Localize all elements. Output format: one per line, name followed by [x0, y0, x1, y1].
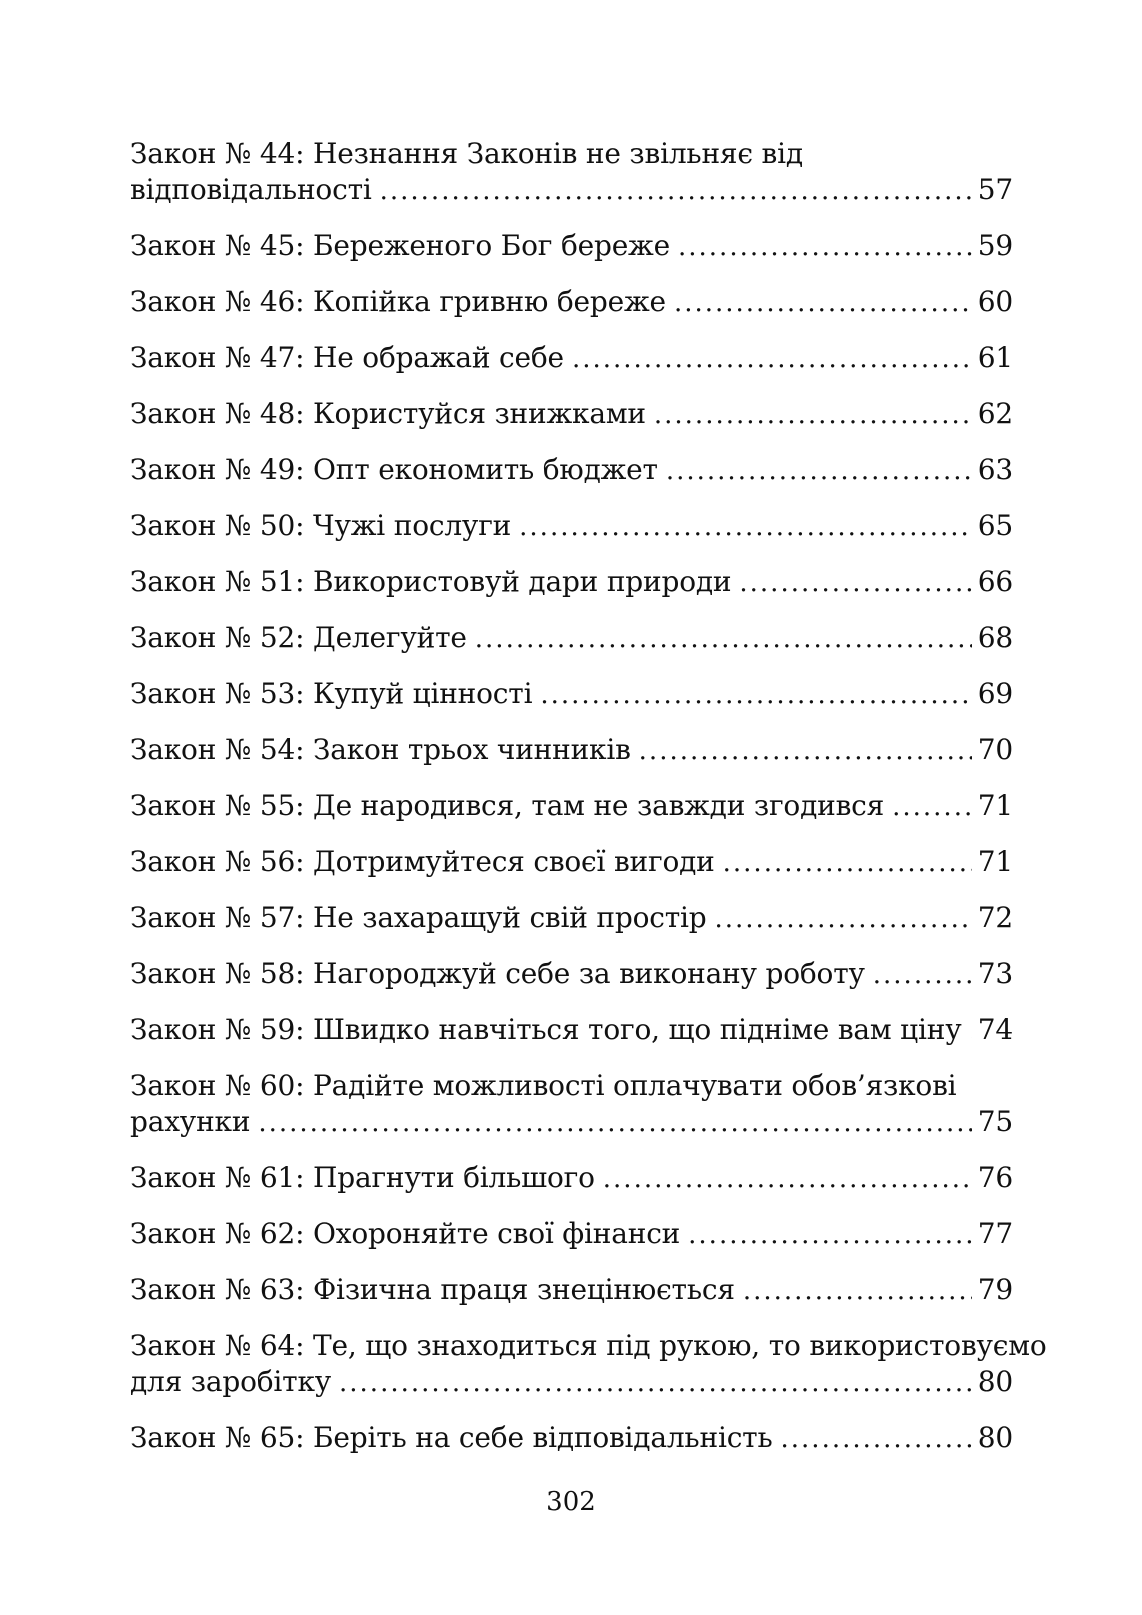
toc-entry-page: 57	[977, 173, 1013, 206]
toc-entry	[130, 1216, 1013, 1253]
toc-entry-title: Закон № 45: Береженого Бог береже	[130, 229, 670, 262]
toc-entry	[130, 1068, 1013, 1141]
dot-leader	[603, 1161, 972, 1197]
toc-entry-title: для заробітку	[130, 1365, 332, 1398]
toc-entry-page: 68	[977, 621, 1013, 654]
toc-entry	[130, 564, 1013, 601]
toc-entry-page: 77	[977, 1217, 1013, 1250]
toc-entry-row	[130, 1104, 1013, 1141]
toc-entry-title: Закон № 49: Опт економить бюджет	[130, 453, 658, 486]
toc-entry-title-line: Закон № 64: Те, що знаходиться під рукою, то використовуємо	[130, 1329, 1047, 1362]
dot-leader	[540, 677, 971, 713]
toc-entry-title: Закон № 55: Де народився, там не завжди згодився	[130, 789, 885, 822]
toc-entry-row	[130, 172, 1013, 209]
toc-entry	[130, 228, 1013, 265]
toc-entry	[130, 620, 1013, 657]
toc-entry-page: 66	[977, 565, 1013, 598]
dot-leader	[339, 1365, 972, 1401]
toc-entry-page: 71	[977, 789, 1013, 822]
toc-entry-page: 65	[977, 509, 1013, 542]
toc-entry-page: 75	[977, 1105, 1013, 1138]
toc-entry	[130, 452, 1013, 489]
toc-entry	[130, 396, 1013, 433]
toc-entry-page: 60	[977, 285, 1013, 318]
toc-entry-page: 69	[977, 677, 1013, 710]
toc-entry-title: Закон № 57: Не захаращуй свій простір	[130, 901, 707, 934]
toc-entry-title: Закон № 47: Не ображай себе	[130, 341, 564, 374]
dot-leader	[380, 173, 972, 209]
toc-entry	[130, 284, 1013, 321]
toc-entry	[130, 340, 1013, 377]
toc-entry-title: Закон № 53: Купуй цінності	[130, 677, 533, 710]
dot-leader	[892, 789, 972, 825]
toc-entry-title: Закон № 58: Нагороджуй себе за виконану роботу	[130, 957, 865, 990]
toc-entry-title: Закон № 61: Прагнути більшого	[130, 1161, 595, 1194]
toc-entry	[130, 844, 1013, 881]
dot-leader	[743, 1273, 972, 1309]
toc-entry	[130, 788, 1013, 825]
dot-leader	[475, 621, 972, 657]
toc-entry	[130, 1328, 1047, 1401]
dot-leader	[674, 285, 972, 321]
toc-entry-row	[130, 1364, 1013, 1401]
toc-entry-page: 59	[977, 229, 1013, 262]
toc-entry-page: 74	[977, 1013, 1013, 1046]
toc-entry	[130, 1160, 1013, 1197]
dot-leader	[258, 1105, 971, 1141]
toc-entry-page: 73	[977, 957, 1013, 990]
toc-entry-page: 62	[977, 397, 1013, 430]
dot-leader	[715, 901, 972, 937]
toc-entry-title: Закон № 52: Делегуйте	[130, 621, 467, 654]
toc-entry-title: відповідальності	[130, 173, 372, 206]
dot-leader	[654, 397, 972, 433]
toc-entry-title: Закон № 51: Використовуй дари природи	[130, 565, 732, 598]
toc-entry	[130, 676, 1013, 713]
dot-leader	[639, 733, 972, 769]
dot-leader	[666, 453, 972, 489]
dot-leader	[969, 1013, 971, 1049]
toc-entry-page: 63	[977, 453, 1013, 486]
toc-entry	[130, 956, 1013, 993]
toc-entry-page: 79	[977, 1273, 1013, 1306]
toc-entry-title: Закон № 65: Беріть на себе відповідальність	[130, 1421, 773, 1454]
dot-leader	[678, 229, 972, 265]
toc-entry-page: 61	[977, 341, 1013, 374]
dot-leader	[723, 845, 972, 881]
dot-leader	[572, 341, 972, 377]
toc-entry-title: Закон № 62: Охороняйте свої фінанси	[130, 1217, 681, 1250]
toc-entry-title: Закон № 48: Користуйся знижками	[130, 397, 646, 430]
toc-entry-page: 71	[977, 845, 1013, 878]
toc-entry-title: Закон № 56: Дотримуйтеся своєї вигоди	[130, 845, 715, 878]
toc-entry	[130, 136, 1013, 209]
toc-entry	[130, 1420, 1013, 1457]
toc-entry-title: Закон № 50: Чужі послуги	[130, 509, 512, 542]
dot-leader	[873, 957, 972, 993]
toc-entry-page: 70	[977, 733, 1013, 766]
toc-entry-page: 72	[977, 901, 1013, 934]
table-of-contents	[130, 136, 1047, 1476]
dot-leader	[739, 565, 971, 601]
toc-entry-title-line: Закон № 60: Радійте можливості оплачувати обов’язкові	[130, 1069, 957, 1102]
toc-entry-page: 80	[977, 1365, 1013, 1398]
page-number: 302	[546, 1487, 596, 1517]
dot-leader	[688, 1217, 972, 1253]
toc-entry-page: 76	[977, 1161, 1013, 1194]
toc-entry	[130, 508, 1013, 545]
toc-entry-page: 80	[977, 1421, 1013, 1454]
toc-entry	[130, 1272, 1013, 1309]
dot-leader	[519, 509, 972, 545]
toc-entry-title: Закон № 46: Копійка гривню береже	[130, 285, 666, 318]
toc-entry-title: Закон № 63: Фізична праця знецінюється	[130, 1273, 735, 1306]
toc-entry-title: рахунки	[130, 1105, 251, 1138]
toc-entry	[130, 900, 1013, 937]
toc-entry-title: Закон № 59: Швидко навчіться того, що підніме вам ціну	[130, 1013, 962, 1046]
dot-leader	[781, 1421, 972, 1457]
toc-entry-title: Закон № 54: Закон трьох чинників	[130, 733, 631, 766]
toc-entry	[130, 1012, 1013, 1049]
toc-entry	[130, 732, 1013, 769]
toc-entry-title-line: Закон № 44: Незнання Законів не звільняє від	[130, 137, 803, 170]
